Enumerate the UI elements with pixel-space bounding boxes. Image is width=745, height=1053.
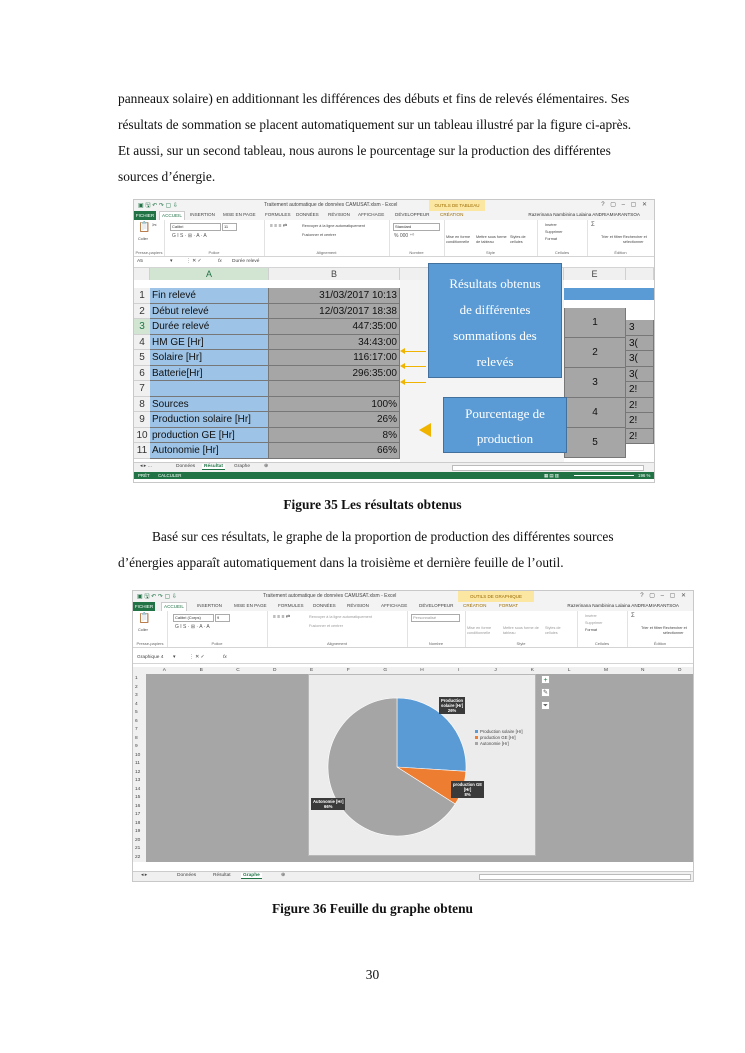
cell-f[interactable]: 2! bbox=[626, 413, 654, 429]
group-label: Cellules bbox=[554, 250, 570, 255]
intro-line: résultats de sommation se placent automatiquement sur un tableau illustré par la figure ci-après. bbox=[118, 117, 632, 132]
worksheet-grid bbox=[133, 667, 693, 862]
row-header[interactable]: 17 bbox=[133, 811, 146, 820]
page-number: 30 bbox=[365, 967, 380, 982]
column-header[interactable]: A bbox=[146, 667, 183, 674]
title-bar bbox=[133, 591, 693, 602]
figure-35-caption: Figure 35 Les résultats obtenus bbox=[283, 497, 462, 512]
row-header[interactable]: 7 bbox=[134, 381, 150, 397]
name-box[interactable]: Graphique 4 bbox=[137, 655, 164, 660]
insert-button[interactable]: Insérer bbox=[585, 614, 597, 618]
sheet-tabs-bar bbox=[133, 871, 693, 881]
tab-insertion[interactable]: INSERTION bbox=[190, 212, 215, 217]
arrow-to-percentages bbox=[419, 423, 431, 437]
callout-line: Pourcentage de bbox=[465, 406, 545, 421]
cell-e[interactable]: 4 bbox=[564, 398, 626, 428]
format-button[interactable]: Format bbox=[545, 237, 558, 241]
cell-b[interactable]: 100% bbox=[269, 397, 400, 413]
cell-b[interactable]: 12/03/2017 18:38 bbox=[269, 304, 400, 320]
row-header[interactable]: 6 bbox=[133, 718, 146, 727]
cell-f[interactable]: 2! bbox=[626, 398, 654, 414]
row-header[interactable]: 20 bbox=[133, 837, 146, 846]
font-size-box[interactable]: 11 bbox=[222, 223, 237, 231]
legend-label: Production solaire [Hr] bbox=[480, 729, 523, 734]
row-header[interactable]: 3 bbox=[133, 692, 146, 701]
sort-filter-button[interactable]: Trier et filtrer bbox=[641, 626, 663, 630]
group-label: Édition bbox=[614, 250, 627, 255]
column-header[interactable]: N bbox=[624, 667, 661, 674]
row-header[interactable]: 4 bbox=[134, 335, 150, 351]
callout-line: relevés bbox=[476, 354, 514, 369]
row-header[interactable]: 14 bbox=[133, 786, 146, 795]
row-header[interactable]: 3 bbox=[134, 319, 150, 335]
format-button[interactable]: Format bbox=[585, 628, 598, 632]
formula-icons[interactable]: ⋮ ✕ ✓ bbox=[189, 655, 205, 660]
cell-a[interactable]: Sources bbox=[150, 397, 269, 413]
status-calculate[interactable]: CALCULER bbox=[158, 473, 182, 478]
label-line: 26% bbox=[447, 708, 457, 713]
row-header[interactable]: 11 bbox=[134, 443, 150, 459]
cell-e[interactable]: 5 bbox=[564, 428, 626, 458]
cell-a[interactable]: HM GE [Hr] bbox=[150, 335, 269, 351]
row-header[interactable]: 1 bbox=[133, 675, 146, 684]
ribbon bbox=[133, 611, 693, 648]
formula-icons[interactable]: ⋮ ✕ ✓ bbox=[186, 259, 202, 264]
cell-a[interactable]: Solaire [Hr] bbox=[150, 350, 269, 366]
paste-label[interactable]: Coller bbox=[138, 237, 148, 241]
paste-icon[interactable]: 📋 bbox=[138, 222, 151, 233]
name-box-dropdown-icon[interactable]: ▾ bbox=[173, 655, 176, 660]
align-icons[interactable]: ≡ ≡ ≡ ⇄ bbox=[273, 614, 291, 620]
user-name[interactable]: Razerinana Nambinina Lalaina ANDRIAMIARANTSOA bbox=[528, 212, 640, 217]
label-line: 8% bbox=[464, 792, 471, 797]
cell-b[interactable]: 26% bbox=[269, 412, 400, 428]
group-editing bbox=[627, 611, 693, 647]
row-header[interactable]: 2 bbox=[134, 304, 150, 320]
intro-line: Et aussi, sur un second tableau, nous aurons le pourcentage sur la production des différentes bbox=[118, 143, 611, 158]
cell-b[interactable]: 116:17:00 bbox=[269, 350, 400, 366]
add-sheet-icon[interactable]: ⊕ bbox=[264, 464, 269, 469]
label-line: solaire [Hr] bbox=[441, 703, 464, 708]
status-ready: PRÊT bbox=[138, 473, 150, 478]
group-label: Alignement bbox=[326, 641, 347, 646]
column-header[interactable]: C bbox=[220, 667, 257, 674]
find-select-button[interactable]: Rechercher et sélectionner bbox=[663, 626, 687, 635]
autosum-icon[interactable]: Σ bbox=[591, 222, 595, 228]
cell-f[interactable]: 3( bbox=[626, 351, 654, 367]
cell-a[interactable]: Fin relevé bbox=[150, 288, 269, 304]
sheet-tab-donnees[interactable]: Données bbox=[177, 873, 197, 878]
find-select-button[interactable]: Rechercher et sélectionner bbox=[623, 235, 647, 244]
tab-accueil[interactable]: ACCUEIL bbox=[159, 211, 185, 220]
group-clipboard bbox=[134, 220, 165, 256]
tab-revision[interactable]: RÉVISION bbox=[347, 603, 369, 608]
row-header[interactable]: 4 bbox=[133, 701, 146, 710]
sheet-nav-icons[interactable]: ◂ ▸ bbox=[141, 873, 148, 878]
font-size-box[interactable]: 9 bbox=[215, 614, 230, 622]
legend-item-autonomie bbox=[475, 741, 523, 747]
cell-e[interactable]: 1 bbox=[564, 308, 626, 338]
row-header[interactable]: 21 bbox=[133, 845, 146, 854]
label-line: 66% bbox=[324, 804, 333, 809]
group-editing bbox=[587, 220, 654, 256]
group-number bbox=[407, 611, 466, 647]
group-clipboard bbox=[133, 611, 168, 647]
tab-mise-en-page[interactable]: MISE EN PAGE bbox=[223, 212, 256, 217]
group-font bbox=[167, 611, 268, 647]
tab-fichier[interactable]: FICHIER bbox=[134, 604, 154, 609]
cell-f[interactable]: 3( bbox=[626, 367, 654, 383]
autosum-icon[interactable]: Σ bbox=[631, 613, 635, 619]
fx-icon[interactable]: fx bbox=[223, 655, 227, 660]
ribbon-tabs bbox=[134, 211, 654, 220]
title-bar bbox=[134, 200, 654, 211]
ribbon-tabs bbox=[133, 602, 693, 611]
tab-developpeur[interactable]: DÉVELOPPEUR bbox=[395, 212, 430, 217]
cell-a[interactable]: Production solaire [Hr] bbox=[150, 412, 269, 428]
group-styles bbox=[465, 611, 578, 647]
column-header-e[interactable]: E bbox=[564, 268, 626, 280]
cell-b[interactable]: 296:35:00 bbox=[269, 366, 400, 382]
group-alignment bbox=[267, 611, 408, 647]
callout-line: Résultats obtenus bbox=[449, 276, 541, 291]
intro-line: panneaux solaire) en additionnant les différences des débuts et fins de relevés élémentaires. Ses bbox=[118, 91, 630, 106]
formula-input[interactable]: Durée relevé bbox=[232, 259, 260, 264]
merge-button[interactable]: Fusionner et centrer bbox=[309, 624, 343, 628]
row-header[interactable]: 15 bbox=[133, 794, 146, 803]
font-format-icons[interactable]: G I S · ⊞ · A · A bbox=[175, 624, 210, 630]
font-format-icons[interactable]: G I S · ⊞ · A · A bbox=[172, 233, 207, 239]
row-header[interactable]: 8 bbox=[133, 735, 146, 744]
formula-bar bbox=[133, 653, 693, 664]
group-label: Style bbox=[486, 250, 495, 255]
delete-button[interactable]: Supprimer bbox=[545, 230, 563, 234]
insert-button[interactable]: Insérer bbox=[545, 223, 557, 227]
cell-a[interactable]: Autonomie [Hr] bbox=[150, 443, 269, 459]
middle-line: Basé sur ces résultats, le graphe de la proportion de production des différentes sources bbox=[152, 529, 614, 544]
chart-elements-button[interactable]: + bbox=[541, 675, 550, 684]
cell-f[interactable]: 3( bbox=[626, 336, 654, 352]
column-header-b[interactable]: B bbox=[269, 268, 400, 280]
callout-production-percentage bbox=[443, 397, 567, 453]
row-header[interactable]: 9 bbox=[134, 412, 150, 428]
data-label-autonomie bbox=[311, 798, 345, 810]
cell-a[interactable] bbox=[150, 381, 269, 397]
tab-donnees[interactable]: DONNÉES bbox=[313, 603, 336, 608]
callout-line: de différentes bbox=[459, 302, 531, 317]
legend-label: Autonomie [Hr] bbox=[480, 741, 509, 746]
format-as-table-button[interactable]: Mettre sous forme de tableau bbox=[476, 235, 507, 244]
name-box[interactable]: A5 bbox=[137, 259, 143, 264]
quick-access-icons[interactable]: ▣ 🖫 ↶ ↷ ▢ ⇩ bbox=[138, 203, 178, 209]
column-header[interactable]: G bbox=[367, 667, 404, 674]
context-tab-label: OUTILS DE TABLEAU bbox=[429, 200, 485, 211]
formula-bar bbox=[134, 257, 654, 268]
cell-b[interactable]: 447:35:00 bbox=[269, 319, 400, 335]
conditional-format-button[interactable]: Mise en forme conditionnelle bbox=[446, 235, 471, 244]
number-format-box[interactable]: Personnalisé bbox=[411, 614, 460, 622]
tab-insertion[interactable]: INSERTION bbox=[197, 603, 222, 608]
zoom-slider[interactable] bbox=[574, 475, 634, 476]
middle-paragraph bbox=[118, 524, 654, 576]
window-title: Traitement automatique de données CAMUSAT.xlsm - Excel bbox=[263, 593, 397, 599]
tab-creation[interactable]: CRÉATION bbox=[440, 212, 464, 217]
font-name-box[interactable]: Calibri (Corps) bbox=[173, 614, 214, 622]
format-as-table-button[interactable]: Mettre sous forme de tableau bbox=[503, 626, 539, 635]
row-header[interactable]: 22 bbox=[133, 854, 146, 863]
row-header[interactable]: 7 bbox=[133, 726, 146, 735]
status-bar bbox=[134, 472, 654, 479]
paste-icon[interactable]: 📋 bbox=[138, 613, 151, 624]
data-label-solar bbox=[439, 697, 465, 714]
sheet-tabs-bar bbox=[134, 462, 654, 472]
wrap-text-button[interactable]: Renvoyer à la ligne automatiquement bbox=[309, 615, 372, 619]
cell-f[interactable]: 3 bbox=[626, 320, 654, 336]
column-header[interactable]: J bbox=[477, 667, 514, 674]
callout-summation-results bbox=[428, 263, 562, 378]
cell-b[interactable]: 8% bbox=[269, 428, 400, 444]
zoom-level[interactable]: 196 % bbox=[638, 473, 651, 478]
arrow-to-row-5 bbox=[404, 366, 426, 367]
row-header[interactable]: 9 bbox=[133, 743, 146, 752]
data-label-ge bbox=[451, 781, 484, 798]
column-header[interactable]: M bbox=[588, 667, 625, 674]
add-sheet-icon[interactable]: ⊕ bbox=[281, 873, 286, 878]
row-header[interactable]: 16 bbox=[133, 803, 146, 812]
group-label: Presse-papiers bbox=[136, 641, 164, 646]
group-label: Alignement bbox=[316, 250, 337, 255]
column-header[interactable]: K bbox=[514, 667, 551, 674]
cell-e[interactable]: 2 bbox=[564, 338, 626, 368]
group-font bbox=[164, 220, 265, 256]
font-name-box[interactable]: Calibri bbox=[170, 223, 221, 231]
conditional-format-button[interactable]: Mise en forme conditionnelle bbox=[467, 626, 492, 635]
worksheet-grid bbox=[134, 268, 654, 462]
group-number bbox=[389, 220, 445, 256]
cell-styles-button[interactable]: Styles de cellules bbox=[545, 626, 561, 635]
cell-b[interactable]: 31/03/2017 10:13 bbox=[269, 288, 400, 304]
row-header[interactable]: 12 bbox=[133, 769, 146, 778]
paste-label[interactable]: Coller bbox=[138, 628, 148, 632]
group-label: Cellules bbox=[594, 641, 610, 646]
wrap-text-button[interactable]: Renvoyer à la ligne automatiquement bbox=[302, 224, 365, 228]
tab-accueil[interactable]: ACCUEIL bbox=[161, 602, 187, 611]
tab-donnees[interactable]: DONNÉES bbox=[296, 212, 319, 217]
chart-legend[interactable] bbox=[475, 729, 523, 747]
tab-fichier[interactable]: FICHIER bbox=[135, 213, 155, 218]
window-title: Traitement automatique de données CAMUSAT.xlsm - Excel bbox=[264, 202, 398, 208]
sheet-nav-icons[interactable]: ◂ ▸ … bbox=[140, 464, 153, 469]
column-header[interactable]: E bbox=[293, 667, 330, 674]
group-styles bbox=[444, 220, 538, 256]
context-tab-label: OUTILS DE GRAPHIQUE bbox=[458, 591, 534, 602]
group-label: Police bbox=[208, 250, 220, 255]
column-header[interactable]: D bbox=[256, 667, 293, 674]
label-line: [Hr] bbox=[463, 787, 472, 792]
tab-creation[interactable]: CRÉATION bbox=[463, 603, 487, 608]
callout-line: sommations des bbox=[453, 328, 537, 343]
row-header[interactable]: 2 bbox=[133, 684, 146, 693]
fx-icon[interactable]: fx bbox=[218, 259, 222, 264]
number-icons[interactable]: % 000 ⁺⁰ bbox=[394, 233, 415, 239]
tab-mise-en-page[interactable]: MISE EN PAGE bbox=[234, 603, 267, 608]
column-header[interactable]: L bbox=[551, 667, 588, 674]
cell-a[interactable]: Batterie[Hr] bbox=[150, 366, 269, 382]
row-header[interactable]: 5 bbox=[133, 709, 146, 718]
user-name[interactable]: Razerinana Nambinina Lalaina ANDRIAMIARANTSOA bbox=[567, 603, 679, 608]
column-header[interactable]: H bbox=[404, 667, 441, 674]
callout-line: production bbox=[476, 431, 534, 446]
tab-affichage[interactable]: AFFICHAGE bbox=[381, 603, 408, 608]
column-header-a[interactable]: A bbox=[150, 268, 269, 280]
intro-line: sources d’énergie. bbox=[118, 169, 216, 184]
chart-styles-button[interactable]: ✎ bbox=[542, 690, 549, 696]
view-icons[interactable]: ▦ ▤ ▥ bbox=[544, 473, 559, 478]
cell-b[interactable]: 66% bbox=[269, 443, 400, 459]
label-line: Autonomie [Hr] bbox=[313, 799, 344, 804]
quick-access-icons[interactable]: ▣ 🖫 ↶ ↷ ▢ ⇩ bbox=[137, 594, 177, 600]
name-box-dropdown-icon[interactable]: ▾ bbox=[170, 259, 173, 264]
number-format-box[interactable]: Standard bbox=[393, 223, 440, 231]
e-header-band bbox=[564, 288, 654, 300]
row-header[interactable]: 13 bbox=[133, 777, 146, 786]
cell-b[interactable]: 34:43:00 bbox=[269, 335, 400, 351]
sheet-tab-graphe[interactable]: Graphe bbox=[243, 873, 260, 878]
column-header[interactable]: F bbox=[330, 667, 367, 674]
row-header[interactable]: 1 bbox=[134, 288, 150, 304]
horizontal-scrollbar[interactable] bbox=[479, 874, 691, 880]
sheet-tab-donnees[interactable]: Données bbox=[176, 464, 196, 469]
tab-formules[interactable]: FORMULES bbox=[265, 212, 291, 217]
chart-filters-button[interactable]: ⏷ bbox=[541, 701, 550, 710]
group-label: Presse-papiers bbox=[135, 250, 163, 255]
column-header[interactable]: B bbox=[183, 667, 220, 674]
sheet-tab-graphe[interactable]: Graphe bbox=[234, 464, 250, 469]
cell-styles-button[interactable]: Styles de cellules bbox=[510, 235, 526, 244]
row-header[interactable]: 19 bbox=[133, 828, 146, 837]
column-header-blank bbox=[134, 268, 150, 280]
cell-a[interactable]: Début relevé bbox=[150, 304, 269, 320]
group-cells bbox=[537, 220, 588, 256]
figure-36-caption: Figure 36 Feuille du graphe obtenu bbox=[272, 901, 473, 916]
group-label: Édition bbox=[653, 641, 667, 646]
arrow-to-row-6 bbox=[404, 382, 426, 383]
arrow-to-row-4 bbox=[404, 351, 426, 352]
column-header[interactable]: O bbox=[661, 667, 694, 674]
group-label: Style bbox=[516, 641, 526, 646]
label-line: Production bbox=[441, 698, 464, 703]
ribbon bbox=[134, 220, 654, 257]
group-label: Police bbox=[211, 641, 223, 646]
intro-paragraph bbox=[118, 86, 654, 190]
legend-label: production GE [Hr] bbox=[480, 735, 516, 740]
group-label: Nombre bbox=[409, 250, 424, 255]
sort-filter-button[interactable]: Trier et filtrer bbox=[601, 235, 623, 239]
excel-screenshot-chart bbox=[132, 590, 694, 882]
middle-line: d’énergies apparaît automatiquement dans la troisième et dernière feuille de l’outil. bbox=[118, 555, 564, 570]
window-controls[interactable]: ? ▢ – ▢ ✕ bbox=[601, 202, 649, 208]
sheet-tab-resultat[interactable]: Résultat bbox=[204, 464, 223, 469]
group-label: Nombre bbox=[428, 641, 444, 646]
row-header[interactable]: 11 bbox=[133, 760, 146, 769]
cell-b[interactable] bbox=[269, 381, 400, 397]
row-header[interactable]: 8 bbox=[134, 397, 150, 413]
chart-area[interactable] bbox=[308, 674, 536, 856]
column-header-f[interactable] bbox=[626, 268, 654, 280]
cut-icon[interactable]: ✂ bbox=[152, 223, 158, 229]
row-header[interactable]: 5 bbox=[134, 350, 150, 366]
cell-a[interactable]: Durée relevé bbox=[150, 319, 269, 335]
cell-f[interactable]: 2! bbox=[626, 429, 654, 445]
group-alignment bbox=[264, 220, 390, 256]
excel-screenshot-results bbox=[133, 199, 655, 483]
cell-e[interactable]: 3 bbox=[564, 368, 626, 398]
row-header[interactable]: 6 bbox=[134, 366, 150, 382]
pie-chart[interactable] bbox=[309, 675, 537, 857]
label-line: production GE bbox=[453, 782, 483, 787]
align-icons[interactable]: ≡ ≡ ≡ ⇄ bbox=[270, 223, 288, 229]
sheet-tab-resultat[interactable]: Résultat bbox=[213, 873, 231, 878]
delete-button[interactable]: Supprimer bbox=[585, 621, 603, 625]
row-header[interactable]: 18 bbox=[133, 820, 146, 829]
horizontal-scrollbar[interactable] bbox=[452, 465, 644, 471]
tab-affichage[interactable]: AFFICHAGE bbox=[358, 212, 385, 217]
cell-a[interactable]: production GE [Hr] bbox=[150, 428, 269, 444]
tab-formules[interactable]: FORMULES bbox=[278, 603, 304, 608]
window-controls[interactable]: ? ▢ – ▢ ✕ bbox=[640, 593, 688, 599]
cell-f[interactable]: 2! bbox=[626, 382, 654, 398]
row-header[interactable]: 10 bbox=[133, 752, 146, 761]
group-cells bbox=[577, 611, 628, 647]
tab-format[interactable]: FORMAT bbox=[499, 603, 519, 608]
tab-developpeur[interactable]: DÉVELOPPEUR bbox=[419, 603, 454, 608]
tab-revision[interactable]: RÉVISION bbox=[328, 212, 350, 217]
merge-button[interactable]: Fusionner et centrer bbox=[302, 233, 336, 237]
column-header[interactable]: I bbox=[440, 667, 477, 674]
row-header[interactable]: 10 bbox=[134, 428, 150, 444]
